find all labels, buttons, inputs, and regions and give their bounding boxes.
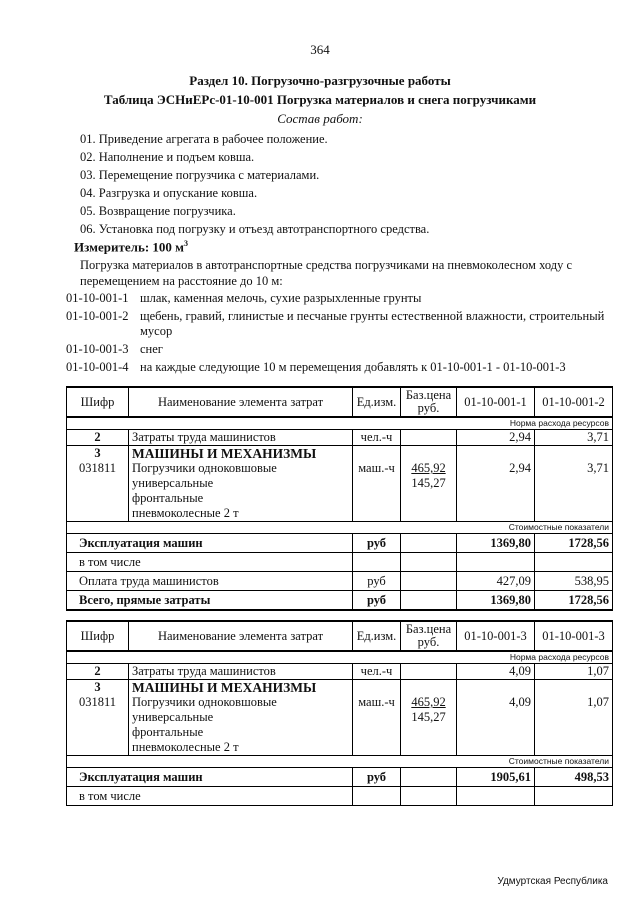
cost-name: Оплата труда машинистов — [67, 572, 353, 591]
machine-name: Погрузчики одноковшовые универсальные фронтальные пневмоколесные 2 т — [132, 461, 277, 520]
machine-unit-cell — [353, 680, 401, 756]
cost-price — [401, 768, 457, 787]
code-text: щебень, гравий, глинистые и песчаные грунты естественной влажности, строительный мусор — [140, 309, 605, 338]
machine-row — [67, 446, 613, 522]
labor-code: 2 — [67, 664, 129, 680]
cost-value-2: 1728,56 — [535, 534, 613, 553]
resource-table-2 — [66, 620, 613, 806]
cost-name: Эксплуатация машин — [67, 768, 353, 787]
header-unit: Ед.изм. — [353, 387, 401, 417]
operation-item: 04. Разгрузка и опускание ковша. — [80, 186, 258, 200]
code-item — [66, 342, 626, 357]
cost-price — [401, 572, 457, 591]
cost-name: Всего, прямые затраты — [67, 591, 353, 611]
table-title: Таблица ЭСНиЕРс-01-10-001 Погрузка материалов и снега погрузчиками — [103, 92, 537, 107]
header-base-price: Баз.цена руб. — [401, 621, 457, 651]
norm-label: Норма расхода ресурсов — [67, 651, 613, 664]
machine-name: Погрузчики одноковшовые универсальные фронтальные пневмоколесные 2 т — [132, 695, 277, 754]
machine-name-cell — [129, 446, 353, 522]
labor-unit: чел.-ч — [353, 430, 401, 446]
code-text: шлак, каменная мелочь, сухие разрыхленные грунты — [140, 291, 422, 305]
labor-price — [401, 664, 457, 680]
measure-label: Измеритель: 100 м — [74, 239, 185, 255]
machine-price-cell — [401, 680, 457, 756]
header-code: Шифр — [67, 387, 129, 417]
cost-price — [401, 787, 457, 806]
page-number: 364 — [310, 42, 330, 57]
machine-code: 031811 — [78, 461, 117, 475]
cost-price — [401, 534, 457, 553]
header-col1: 01-10-001-1 — [457, 387, 535, 417]
cost-label-row — [67, 756, 613, 768]
cost-value-1: 427,09 — [457, 572, 535, 591]
labor-name: Затраты труда машинистов — [129, 430, 353, 446]
header-name: Наименование элемента затрат — [129, 387, 353, 417]
labor-value-1: 2,94 — [457, 430, 535, 446]
machine-price-2: 145,27 — [411, 476, 446, 490]
norm-label-row — [67, 417, 613, 430]
machine-price-2: 145,27 — [411, 710, 446, 724]
cost-row — [67, 591, 613, 611]
section-name: МАШИНЫ И МЕХАНИЗМЫ — [132, 446, 317, 461]
cost-value-2: 498,53 — [535, 768, 613, 787]
cost-price — [401, 591, 457, 611]
cost-label-row — [67, 522, 613, 534]
cost-unit — [353, 553, 401, 572]
work-description: Погрузка материалов в автотранспортные средства погрузчиками на пневмоколесном ходу с перемещением на расстояние до 10 м: — [80, 258, 573, 288]
cost-unit: руб — [353, 768, 401, 787]
cost-value-2: 1728,56 — [535, 591, 613, 611]
measure-unit — [74, 239, 188, 255]
labor-code: 2 — [67, 430, 129, 446]
measure-superscript: 3 — [184, 239, 189, 248]
machine-unit: маш.-ч — [358, 695, 395, 709]
labor-value-2: 3,71 — [535, 430, 613, 446]
table-header-row — [67, 387, 613, 417]
cost-row — [67, 553, 613, 572]
machine-price-1: 465,92 — [411, 461, 446, 475]
cost-name: Эксплуатация машин — [67, 534, 353, 553]
cost-row — [67, 787, 613, 806]
operation-item: 01. Приведение агрегата в рабочее положение. — [80, 132, 328, 146]
header-col2: 01-10-001-3 — [535, 621, 613, 651]
cost-value-1: 1905,61 — [457, 768, 535, 787]
operation-item: 06. Установка под погрузку и отъезд автотранспортного средства. — [80, 222, 430, 236]
header-col2: 01-10-001-2 — [535, 387, 613, 417]
machine-code-cell — [67, 680, 129, 756]
operation-item: 05. Возвращение погрузчика. — [80, 204, 236, 218]
cost-label: Стоимостные показатели — [67, 756, 613, 768]
code-text: снег — [140, 342, 163, 356]
machine-value-2-text: 3,71 — [587, 461, 609, 475]
code-item — [66, 360, 626, 375]
labor-price — [401, 430, 457, 446]
labor-row — [67, 430, 613, 446]
machine-value-1 — [457, 446, 535, 522]
section-code: 3 — [94, 446, 101, 460]
header-name: Наименование элемента затрат — [129, 621, 353, 651]
machine-value-1-text: 4,09 — [509, 695, 531, 709]
cost-unit: руб — [353, 591, 401, 611]
machine-value-2-text: 1,07 — [587, 695, 609, 709]
header-col1: 01-10-001-3 — [457, 621, 535, 651]
cost-value-1: 1369,80 — [457, 534, 535, 553]
cost-name: в том числе — [67, 553, 353, 572]
cost-unit — [353, 787, 401, 806]
labor-unit: чел.-ч — [353, 664, 401, 680]
cost-name: в том числе — [67, 787, 353, 806]
header-code: Шифр — [67, 621, 129, 651]
operations-list — [80, 130, 429, 238]
cost-value-1 — [457, 787, 535, 806]
machine-price-1: 465,92 — [411, 695, 446, 709]
machine-unit-cell — [353, 446, 401, 522]
code-item — [66, 291, 626, 306]
operation-item: 03. Перемещение погрузчика с материалами. — [80, 168, 320, 182]
machine-value-1 — [457, 680, 535, 756]
machine-code: 031811 — [78, 695, 117, 709]
footer-region: Удмуртская Республика — [497, 876, 608, 887]
section-name: МАШИНЫ И МЕХАНИЗМЫ — [132, 680, 317, 695]
cost-row — [67, 534, 613, 553]
cost-value-2 — [535, 553, 613, 572]
code-number: 01-10-001-2 — [66, 309, 129, 323]
norm-label: Норма расхода ресурсов — [67, 417, 613, 430]
code-number: 01-10-001-4 — [66, 360, 129, 374]
labor-row — [67, 664, 613, 680]
cost-value-1 — [457, 553, 535, 572]
cost-row — [67, 768, 613, 787]
operation-item: 02. Наполнение и подъем ковша. — [80, 150, 255, 164]
machine-row — [67, 680, 613, 756]
cost-value-2: 538,95 — [535, 572, 613, 591]
machine-unit: маш.-ч — [358, 461, 395, 475]
machine-value-1-text: 2,94 — [509, 461, 531, 475]
code-number: 01-10-001-3 — [66, 342, 129, 356]
cost-price — [401, 553, 457, 572]
machine-price-cell — [401, 446, 457, 522]
header-unit: Ед.изм. — [353, 621, 401, 651]
cost-value-1: 1369,80 — [457, 591, 535, 611]
machine-code-cell — [67, 446, 129, 522]
cost-value-2 — [535, 787, 613, 806]
codes-list — [66, 291, 626, 378]
cost-label: Стоимостные показатели — [67, 522, 613, 534]
machine-value-2 — [535, 680, 613, 756]
section-title: Раздел 10. Погрузочно-разгрузочные работы — [189, 73, 451, 88]
code-item — [66, 309, 626, 339]
machine-name-cell — [129, 680, 353, 756]
cost-unit: руб — [353, 572, 401, 591]
norm-label-row — [67, 651, 613, 664]
cost-row — [67, 572, 613, 591]
work-composition-subtitle: Состав работ: — [277, 111, 363, 126]
labor-value-1: 4,09 — [457, 664, 535, 680]
machine-value-2 — [535, 446, 613, 522]
table-header-row — [67, 621, 613, 651]
resource-table-1 — [66, 386, 613, 611]
cost-unit: руб — [353, 534, 401, 553]
code-number: 01-10-001-1 — [66, 291, 129, 305]
labor-value-2: 1,07 — [535, 664, 613, 680]
section-code: 3 — [94, 680, 101, 694]
header-base-price: Баз.цена руб. — [401, 387, 457, 417]
labor-name: Затраты труда машинистов — [129, 664, 353, 680]
code-text: на каждые следующие 10 м перемещения добавлять к 01-10-001-1 - 01-10-001-3 — [140, 360, 566, 374]
